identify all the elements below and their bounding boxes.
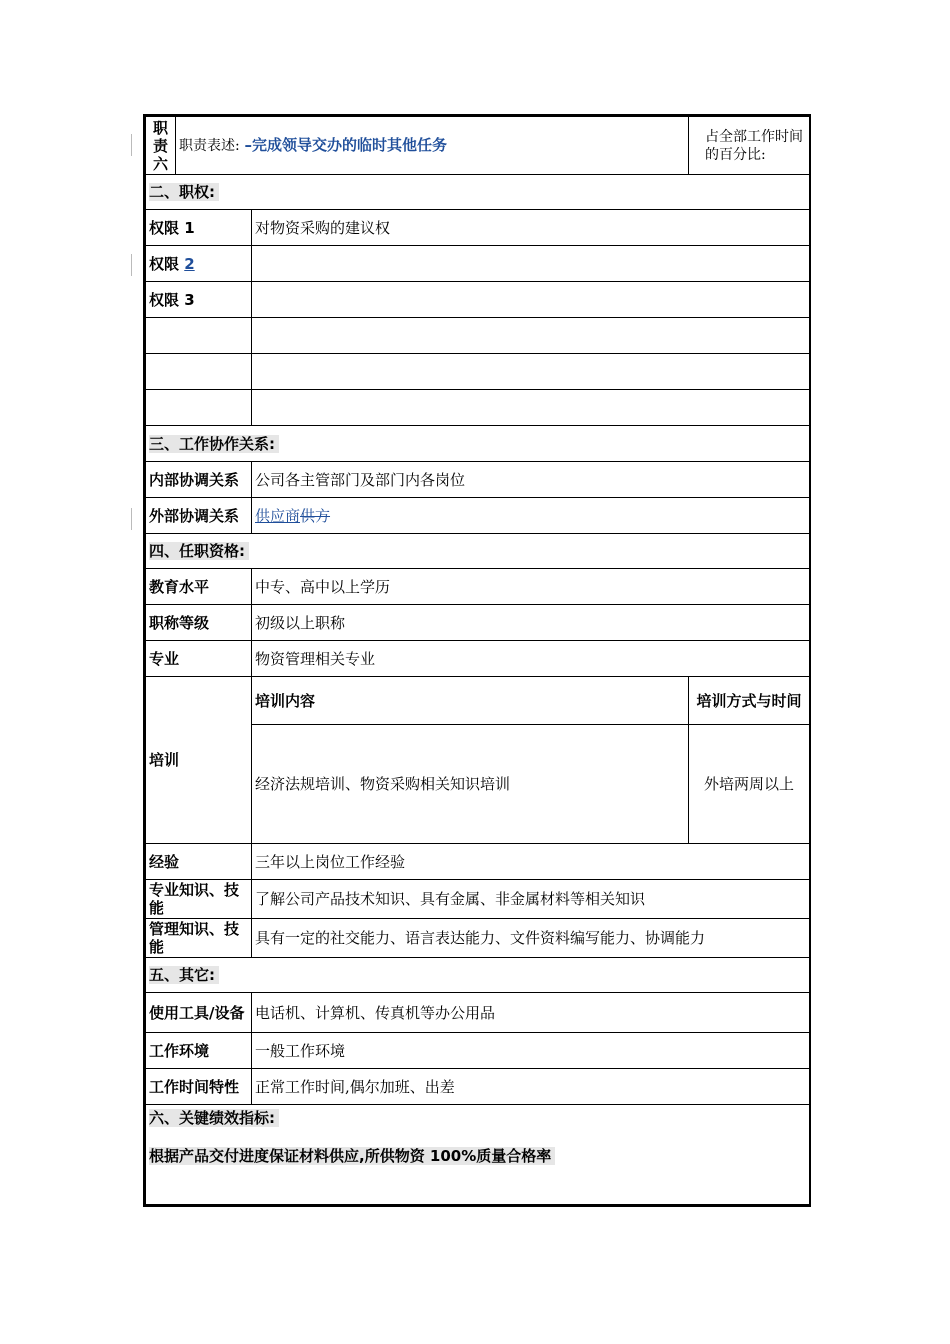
authority-label: 权限 1 [146, 210, 252, 246]
kpi-text: 根据产品交付进度保证材料供应,所供物资 100%质量合格率 [149, 1147, 555, 1165]
empty-row [146, 318, 810, 354]
work-time-label: 工作时间特性 [146, 1069, 252, 1105]
tools-row [146, 993, 810, 1033]
training-method-header: 培训方式与时间 [689, 677, 810, 725]
other-heading-row [146, 958, 810, 993]
training-content: 经济法规培训、物资采购相关知识培训 [252, 725, 689, 844]
authority-heading-row [146, 175, 810, 210]
internal-coordination-row [146, 462, 810, 498]
training-method: 外培两周以上 [689, 725, 810, 844]
authority-row [146, 210, 810, 246]
revision-marker [131, 508, 132, 530]
cooperation-heading-row [146, 426, 810, 462]
kpi-heading: 六、关键绩效指标: [149, 1109, 279, 1127]
major-label: 专业 [146, 641, 252, 677]
pro-skill-row [146, 880, 810, 919]
major-row [146, 641, 810, 677]
duty6-description: 职责表述: –完成领导交办的临时其他任务 [176, 117, 689, 175]
authority-heading: 二、职权: [149, 183, 219, 201]
job-description-table [143, 114, 811, 1207]
empty-row [146, 390, 810, 426]
education-label: 教育水平 [146, 569, 252, 605]
duty6-label: 职 责 六 [146, 117, 176, 175]
environment-row [146, 1033, 810, 1069]
duty-desc-value: 完成领导交办的临时其他任务 [252, 136, 448, 154]
work-time-row [146, 1069, 810, 1105]
education-row [146, 569, 810, 605]
qualification-heading-row [146, 534, 810, 569]
external-coordination-label: 外部协调关系 [146, 498, 252, 534]
environment-value: 一般工作环境 [252, 1033, 810, 1069]
revision-marker [131, 134, 132, 156]
title-level-row [146, 605, 810, 641]
major-value: 物资管理相关专业 [252, 641, 810, 677]
mgmt-skill-row [146, 919, 810, 958]
title-level-value: 初级以上职称 [252, 605, 810, 641]
education-value: 中专、高中以上学历 [252, 569, 810, 605]
tools-value: 电话机、计算机、传真机等办公用品 [252, 993, 810, 1033]
duty6-row [146, 117, 810, 175]
authority-label: 权限 2 [146, 246, 252, 282]
authority-row [146, 282, 810, 318]
cooperation-heading: 三、工作协作关系: [149, 435, 279, 453]
training-label: 培训 [146, 677, 252, 844]
external-coordination-row [146, 498, 810, 534]
other-heading: 五、其它: [149, 966, 219, 984]
title-level-label: 职称等级 [146, 605, 252, 641]
internal-coordination-value: 公司各主管部门及部门内各岗位 [252, 462, 810, 498]
training-header-row [146, 677, 810, 725]
qualification-heading: 四、任职资格: [149, 542, 249, 560]
kpi-row [146, 1105, 810, 1205]
authority-value [252, 282, 810, 318]
training-content-header: 培训内容 [252, 677, 689, 725]
experience-label: 经验 [146, 844, 252, 880]
tools-label: 使用工具/设备 [146, 993, 252, 1033]
duty-desc-label: 职责表述: [179, 138, 240, 154]
empty-row [146, 354, 810, 390]
external-coordination-value: 供应商供方 [252, 498, 810, 534]
pro-skill-value: 了解公司产品技术知识、具有金属、非金属材料等相关知识 [252, 880, 810, 919]
authority-label: 权限 3 [146, 282, 252, 318]
internal-coordination-label: 内部协调关系 [146, 462, 252, 498]
authority-value [252, 246, 810, 282]
work-time-value: 正常工作时间,偶尔加班、出差 [252, 1069, 810, 1105]
mgmt-skill-label: 管理知识、技能 [146, 919, 252, 958]
authority-value: 对物资采购的建议权 [252, 210, 810, 246]
mgmt-skill-value: 具有一定的社交能力、语言表达能力、文件资料编写能力、协调能力 [252, 919, 810, 958]
authority-row [146, 246, 810, 282]
pro-skill-label: 专业知识、技能 [146, 880, 252, 919]
revision-marker [131, 254, 132, 276]
time-percentage-label: 占全部工作时间的百分比: [689, 117, 810, 175]
environment-label: 工作环境 [146, 1033, 252, 1069]
experience-value: 三年以上岗位工作经验 [252, 844, 810, 880]
experience-row [146, 844, 810, 880]
